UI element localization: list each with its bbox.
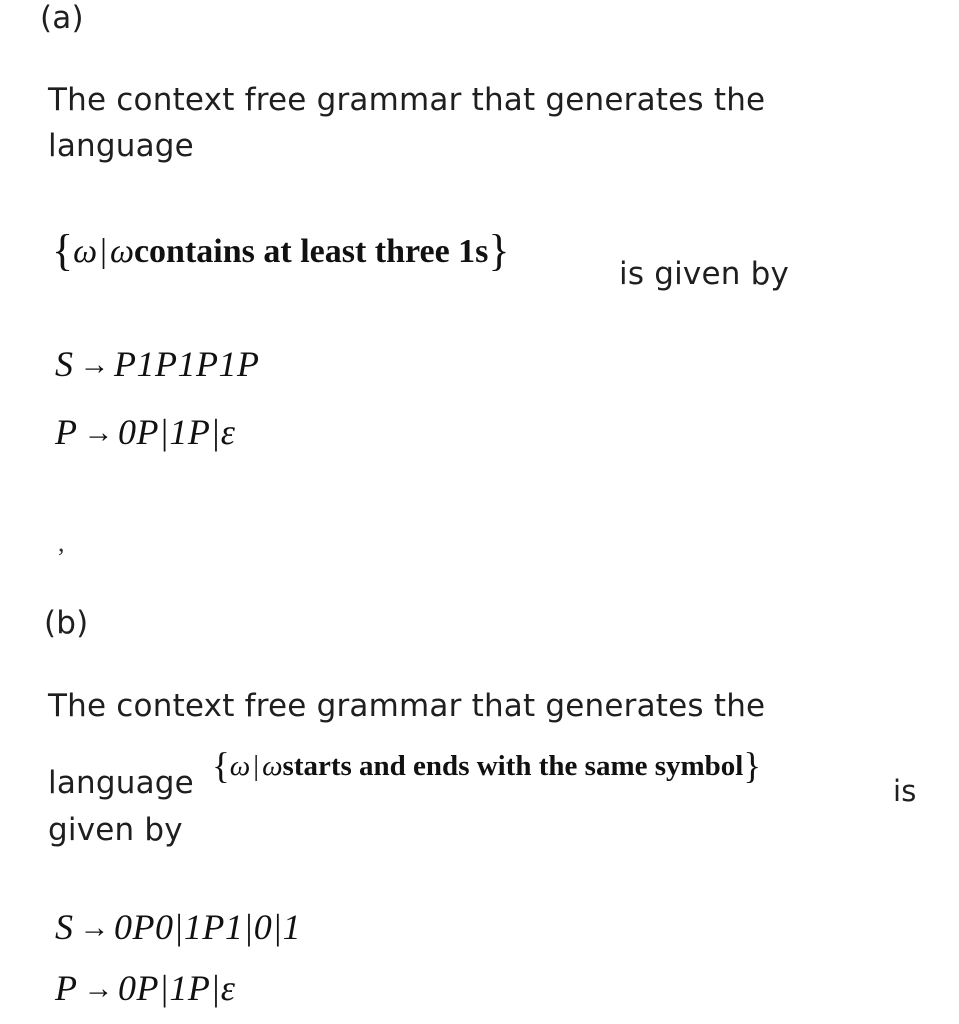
part-b-given-by: given by [48, 812, 183, 848]
production-arrow: → [83, 972, 114, 1005]
production-lhs: P [55, 968, 78, 1008]
separator-comma: , [58, 528, 65, 557]
part-b-production-s [55, 906, 301, 948]
set-close-brace: } [743, 746, 762, 787]
part-b-label: (b) [44, 605, 89, 641]
set-condition-text: contains at least three 1s [133, 233, 489, 270]
part-a-label: (a) [40, 0, 84, 36]
part-a-intro-line2: language [48, 128, 194, 164]
part-a-language-set [52, 222, 510, 273]
part-b-language-set [212, 742, 761, 785]
set-variable: ω [73, 233, 98, 270]
production-rhs: 0P0|1P1|0|1 [114, 907, 302, 947]
set-condition-variable: ω [109, 233, 134, 270]
part-b-language-word: language [48, 765, 194, 801]
production-rhs: 0P|1P|ε [118, 412, 236, 452]
production-lhs: S [55, 344, 74, 384]
production-rhs: P1P1P1P [114, 344, 260, 384]
production-lhs: S [55, 907, 74, 947]
production-arrow: → [79, 911, 110, 944]
set-condition-variable: ω [262, 750, 283, 782]
part-a-intro-line1: The context free grammar that generates the [48, 82, 766, 118]
production-lhs: P [55, 412, 78, 452]
production-arrow: → [79, 348, 110, 381]
set-condition-text: starts and ends with the same symbol [282, 750, 744, 782]
set-bar: | [100, 233, 107, 270]
part-a-production-p [55, 411, 235, 453]
set-open-brace: { [52, 226, 74, 275]
part-b-is-word: is [893, 774, 917, 808]
set-variable: ω [229, 750, 251, 782]
part-a-given-by: is given by [619, 256, 790, 292]
set-close-brace: } [488, 226, 510, 275]
part-b-intro-line1: The context free grammar that generates the [48, 688, 766, 724]
set-bar: | [253, 750, 260, 782]
set-open-brace: { [212, 746, 230, 787]
production-rhs: 0P|1P|ε [118, 968, 236, 1008]
production-arrow: → [83, 416, 114, 449]
part-b-production-p [55, 967, 235, 1009]
part-a-production-s [55, 343, 259, 385]
